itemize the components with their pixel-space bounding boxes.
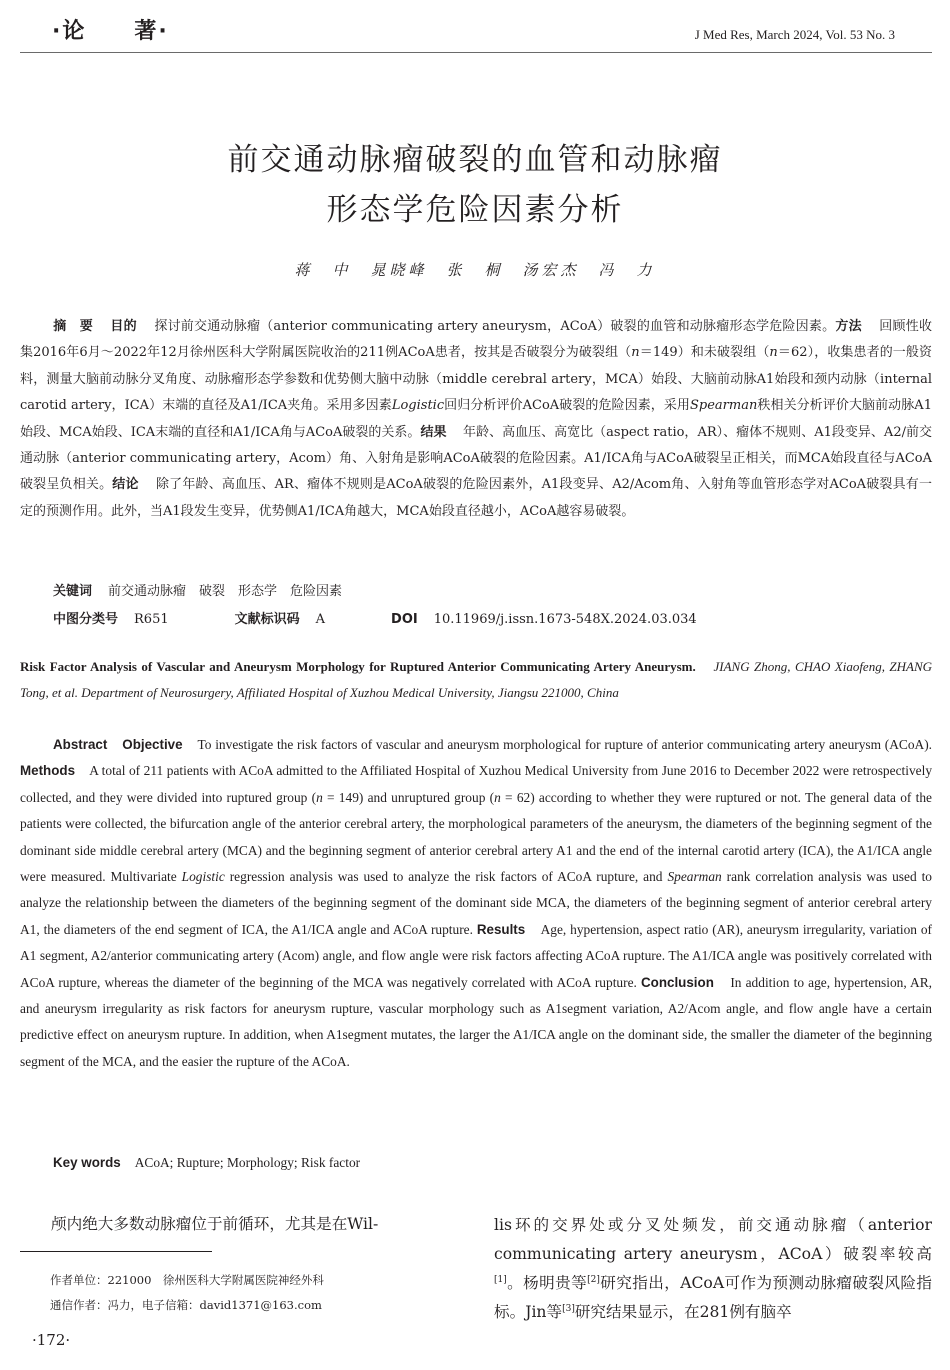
results-text: 年龄、高血压、高宽比（aspect ratio，AR）、瘤体不规则、A1段变异、A2/前交通动脉（anterior communicating artery，Acom）角、入射角是影响ACoA破裂的危险因素。A1/ICA角与ACoA破裂呈正相关，而MCA始段直径与ACoA破裂呈负相关。 [20,424,932,493]
article-title-line2: 形态学危险因素分析 [326,192,624,228]
methods-text: ＝62），收集患者的一般资料，测量大脑前动脉分叉角度、动脉瘤形态学参数和优势侧大脑中动脉（middle cerebral artery，MCA）始段、大脑前动脉A1始段和颈内动脉（internal carotid artery，ICA）末端的直径及A1/ICA夹角。采用多因素 [20,345,932,414]
clc-value: R651 [134,612,169,627]
journal-citation: J Med Res, March 2024, Vol. 53 No. 3 [694,27,895,42]
article-title-line1: 前交通动脉瘤破裂的血管和动脉瘤 [227,142,723,178]
footnote-correspondence: 通信作者：冯力，电子信箱：david1371@163.com [50,1298,322,1312]
en-objective-text: To investigate the risk factors of vascular and aneurysm morphological for rupture of anterior communicating artery aneurysm (ACoA). [197,737,933,752]
en-methods-text: regression analysis was used to analyze the risk factors of ACoA rupture, and [224,869,668,885]
keywords-value: 前交通动脉瘤 破裂 形态学 危险因素 [108,584,343,599]
body-column-left [20,1211,458,1237]
en-methods-text: A total of 211 patients with ACoA admitted to the Affiliated Hospital of Xuzhou Medical University from June 2016 to December 2022 were retrospectively collected, and they were divided into ruptured group ( [20,763,933,805]
en-methods-text: rank correlation analysis was used to analyze the relationship between the diameters of the beginning segment of the dominant side MCA, the diameters of the beginning segment of anterior cerebral artery A1, the diameters of the end segment of ICA, the A1/ICA angle and ACoA rupture. [20,869,932,937]
english-keywords [53,1155,360,1171]
en-methods-label: Methods [20,763,76,779]
methods-n: n [769,345,778,361]
doi-label: DOI [391,612,418,627]
results-label: 结果 [420,424,447,440]
footnote-divider [20,1251,212,1252]
citation-ref: [3] [562,1303,575,1314]
methods-text: ＝149）和未破裂组（ [639,345,770,361]
methods-spearman: Spearman [690,398,758,414]
footnote-affiliation: 作者单位：221000 徐州医科大学附属医院神经外科 [50,1273,324,1287]
methods-text: 回归分析评价ACoA破裂的危险因素，采用 [444,398,690,414]
english-abstract [20,732,932,1075]
section-label: ·论 著· [52,19,169,44]
english-affiliation: Department of Neurosurgery, Affiliated Hospital of Xuzhou Medical University, Jiangsu 221000, China [81,685,619,701]
keywords [53,580,342,599]
header-divider [20,52,932,53]
en-methods-text: = 149) and unruptured group ( [322,789,495,805]
english-title-block [20,654,932,707]
classification-line [53,608,933,627]
en-keywords-value: ACoA; Rupture; Morphology; Risk factor [134,1155,361,1170]
clc-label: 中图分类号 [53,612,119,627]
en-abstract-label: Abstract [53,737,108,752]
methods-n: n [631,345,640,361]
body-right-text: 。杨明贵等 [506,1274,588,1292]
doc-code-value: A [315,612,326,627]
author-list: 蒋 中 晁晓峰 张 桐 汤宏杰 冯 力 [294,261,656,279]
methods-text: 秩相关分析评价大脑前动脉A1始段、MCA始段、ICA末端的直径和A1/ICA角与ACoA破裂的关系。 [20,398,932,440]
abstract-label: 摘 要 [53,319,93,334]
methods-logistic: Logistic [391,398,445,414]
en-methods-logistic: Logistic [181,869,225,885]
body-column-right [494,1211,932,1327]
body-right-text: 研究结果显示，在281例有脑卒 [574,1303,792,1321]
body-left-text: 颅内绝大多数动脉瘤位于前循环，尤其是在Wil- [51,1215,379,1233]
en-keywords-label: Key words [53,1155,121,1170]
en-methods-n: n [316,789,323,805]
en-objective-label: Objective [122,737,183,752]
chinese-abstract [20,314,932,525]
objective-text: 探讨前交通动脉瘤（anterior communicating artery aneurysm，ACoA）破裂的血管和动脉瘤形态学危险因素。 [154,319,836,334]
english-authors: JIANG Zhong, CHAO Xiaofeng, ZHANG Tong, et al. [20,659,932,701]
en-methods-text: = 62) according to whether they were ruptured or not. The general data of the patients were collected, the bifurcation angle of the anterior cerebral artery, the morphological parameters of the aneurysm, the diameters of the beginning segment of the dominant side middle cerebral artery (MCA) and the beginning segment of anterior cerebral artery A1 and the end of the internal carotid artery (ICA), the A1/ICA angle were measured. Multivariate [20,789,932,885]
en-methods-spearman: Spearman [667,869,722,885]
conclusion-label: 结论 [112,477,139,493]
body-right-text: 研究指出，ACoA可作为预测动脉瘤破裂风险指标。Jin等 [494,1274,932,1321]
conclusion-text: 除了年龄、高血压、AR、瘤体不规则是ACoA破裂的危险因素外，A1段变异、A2/Acom角、入射角等血管形态学对ACoA破裂具有一定的预测作用。此外，当A1段发生变异，优势侧A1/ICA角越大，MCA始段直径越小，ACoA越容易破裂。 [20,477,932,519]
objective-label: 目的 [110,319,137,334]
en-results-label: Results [476,921,526,937]
en-conclusion-text: In addition to age, hypertension, AR, and aneurysm irregularity as risk factors for aneurysm rupture, vascular morphology such as A1segment variation, A2/Acom angle, and flow angle have a certain predictive effect on aneurysm rupture. In addition, when A1segment mutates, the larger the A1/ICA angle on the dominant side, the smaller the diameter of the beginning segment of the MCA, and the easier the rupture of the ACoA. [20,974,933,1069]
body-right-text: lis环的交界处或分叉处频发，前交通动脉瘤（anterior communicating artery aneurysm，ACoA）破裂率较高 [494,1216,932,1263]
en-results-text: Age, hypertension, aspect ratio (AR), aneurysm irregularity, variation of A1 segment, A2/anterior communicating artery (Acom) angle, and flow angle were risk factors affecting ACoA rupture. The A1/ICA angle was positively correlated with ACoA rupture, whereas the diameter of the beginning of the MCA was negatively correlated with ACoA rupture. [20,921,933,990]
doi-value: 10.11969/j.issn.1673-548X.2024.03.034 [433,612,697,627]
en-methods-n: n [494,789,501,805]
doc-code-label: 文献标识码 [234,612,300,627]
citation-ref: [1] [494,1274,507,1285]
english-title: Risk Factor Analysis of Vascular and Aneurysm Morphology for Ruptured Anterior Communicating Artery Aneurysm. [20,659,696,674]
citation-ref: [2] [587,1274,600,1285]
methods-label: 方法 [835,319,862,334]
methods-text: 回顾性收集2016年6月～2022年12月徐州医科大学附属医院收治的211例ACoA患者，按其是否破裂分为破裂组（ [20,319,932,361]
page-number: ·172· [32,1331,71,1349]
keywords-label: 关键词 [53,584,93,599]
en-conclusion-label: Conclusion [640,974,714,990]
